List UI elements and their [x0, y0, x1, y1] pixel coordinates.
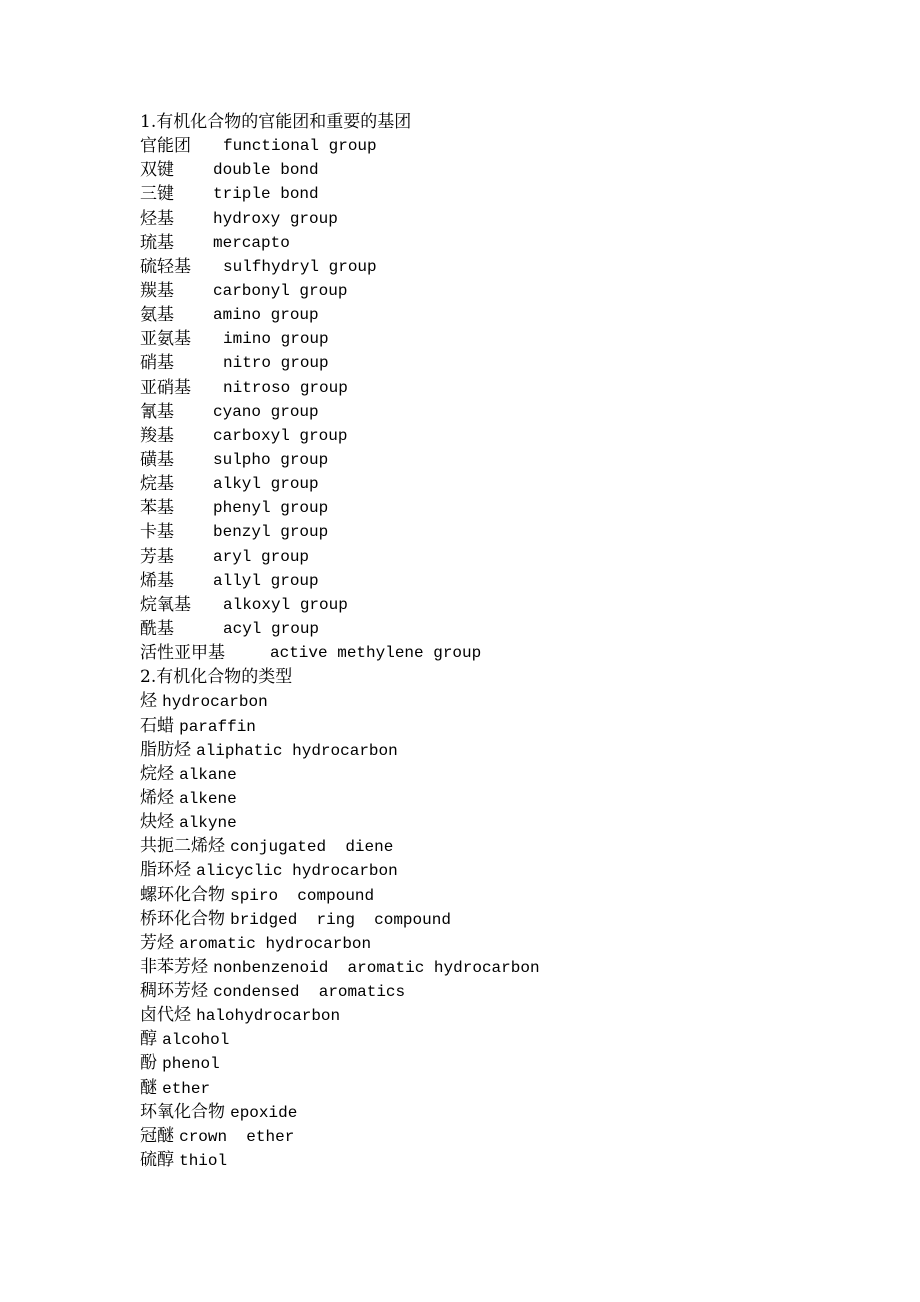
term-english: thiol: [179, 1152, 228, 1171]
term-row: [140, 134, 880, 158]
term-row: [140, 158, 880, 182]
term-english: benzyl group: [213, 523, 329, 542]
term-chinese: 琉基: [140, 232, 174, 253]
term-chinese: 石蜡: [140, 715, 174, 736]
term-row: [140, 979, 880, 1003]
section-1-heading: 1.有机化合物的官能团和重要的基团: [140, 112, 412, 132]
term-chinese: 酚: [140, 1053, 157, 1074]
term-chinese: 羧基: [140, 425, 174, 446]
term-english: sulpho group: [213, 450, 329, 469]
term-row: [140, 279, 880, 303]
term-english: hydrocarbon: [162, 693, 268, 712]
term-row: [140, 738, 880, 762]
term-row: [140, 834, 880, 858]
term-english: crown ether: [179, 1127, 295, 1146]
term-row: [140, 496, 880, 520]
document-body: [140, 110, 880, 1172]
term-english: allyl group: [213, 571, 319, 590]
term-row: [140, 255, 880, 279]
term-row: [140, 883, 880, 907]
term-row: [140, 931, 880, 955]
term-english: phenol: [162, 1055, 220, 1074]
term-english: nonbenzenoid aromatic hydrocarbon: [213, 958, 540, 977]
term-chinese: 共扼二烯烃: [140, 836, 225, 857]
term-english: spiro compound: [230, 886, 375, 905]
term-english: conjugated diene: [230, 838, 394, 857]
term-row: [140, 520, 880, 544]
term-english: aliphatic hydrocarbon: [196, 741, 398, 760]
term-chinese: 芳烃: [140, 932, 174, 953]
term-english: epoxide: [230, 1103, 298, 1122]
term-english: active methylene group: [270, 644, 482, 663]
term-row: [140, 762, 880, 786]
term-english: nitroso group: [223, 378, 348, 397]
term-english: hydroxy group: [213, 209, 338, 228]
term-chinese: 氰基: [140, 401, 174, 422]
term-english: triple bond: [213, 185, 319, 204]
term-chinese: 亚氨基: [140, 329, 191, 350]
term-chinese: 芳基: [140, 546, 174, 567]
term-chinese: 炔烃: [140, 812, 174, 833]
term-chinese: 脂肪烃: [140, 739, 191, 760]
term-english: alkene: [179, 789, 237, 808]
term-chinese: 苯基: [140, 498, 174, 519]
term-row: [140, 207, 880, 231]
term-row: [140, 955, 880, 979]
term-english: alkoxyl group: [223, 595, 348, 614]
term-english: condensed aromatics: [213, 983, 406, 1002]
term-english: sulfhydryl group: [223, 257, 377, 276]
term-chinese: 硫醇: [140, 1150, 174, 1171]
term-english: alcohol: [162, 1031, 230, 1050]
term-english: mercapto: [213, 233, 290, 252]
term-chinese: 活性亚甲基: [140, 643, 225, 664]
term-chinese: 螺环化合物: [140, 884, 225, 905]
term-chinese: 环氧化合物: [140, 1101, 225, 1122]
term-row: [140, 351, 880, 375]
term-row: [140, 786, 880, 810]
functional-group-list: [140, 134, 880, 665]
term-english: alicyclic hydrocarbon: [196, 862, 398, 881]
term-english: imino group: [223, 330, 329, 349]
term-chinese: 醇: [140, 1029, 157, 1050]
term-english: paraffin: [179, 717, 256, 736]
term-chinese: 烷基: [140, 474, 174, 495]
term-row: [140, 1124, 880, 1148]
compound-type-list: [140, 689, 880, 1172]
term-row: [140, 1148, 880, 1172]
term-row: [140, 714, 880, 738]
term-english: carbonyl group: [213, 281, 348, 300]
term-row: [140, 1027, 880, 1051]
term-row: [140, 1003, 880, 1027]
term-row: [140, 689, 880, 713]
term-row: [140, 424, 880, 448]
term-chinese: 桥环化合物: [140, 908, 225, 929]
term-english: ether: [162, 1079, 211, 1098]
term-row: [140, 569, 880, 593]
term-chinese: 羰基: [140, 280, 174, 301]
term-row: [140, 327, 880, 351]
term-chinese: 冠醚: [140, 1125, 174, 1146]
term-chinese: 双键: [140, 160, 174, 181]
term-row: [140, 641, 880, 665]
term-chinese: 烷氧基: [140, 594, 191, 615]
term-english: alkane: [179, 765, 237, 784]
term-english: alkyl group: [213, 475, 319, 494]
term-chinese: 卡基: [140, 522, 174, 543]
term-row: [140, 303, 880, 327]
term-english: carboxyl group: [213, 426, 348, 445]
term-row: [140, 810, 880, 834]
term-english: phenyl group: [213, 499, 329, 518]
term-chinese: 烃: [140, 691, 157, 712]
term-english: cyano group: [213, 402, 319, 421]
term-english: acyl group: [223, 619, 320, 638]
term-row: [140, 231, 880, 255]
term-chinese: 稠环芳烃: [140, 981, 208, 1002]
term-english: amino group: [213, 306, 319, 325]
term-row: [140, 907, 880, 931]
term-chinese: 烯基: [140, 570, 174, 591]
term-row: [140, 858, 880, 882]
term-chinese: 烃基: [140, 208, 174, 229]
term-row: [140, 617, 880, 641]
term-english: aromatic hydrocarbon: [179, 934, 372, 953]
term-english: functional group: [223, 137, 377, 156]
section-2-heading: 2.有机化合物的类型: [140, 667, 293, 688]
term-row: [140, 545, 880, 569]
term-chinese: 官能团: [140, 136, 191, 157]
term-chinese: 硫轻基: [140, 256, 191, 277]
term-chinese: 磺基: [140, 449, 174, 470]
term-english: bridged ring compound: [230, 910, 451, 929]
term-chinese: 硝基: [140, 353, 174, 374]
term-row: [140, 1076, 880, 1100]
term-chinese: 卤代烃: [140, 1005, 191, 1026]
term-row: [140, 400, 880, 424]
term-english: double bond: [213, 161, 319, 180]
term-english: halohydrocarbon: [196, 1007, 341, 1026]
term-chinese: 烷烃: [140, 763, 174, 784]
term-chinese: 三键: [140, 184, 174, 205]
term-row: [140, 448, 880, 472]
term-chinese: 脂环烃: [140, 860, 191, 881]
term-chinese: 酰基: [140, 618, 174, 639]
term-row: [140, 376, 880, 400]
term-chinese: 氨基: [140, 305, 174, 326]
term-chinese: 烯烃: [140, 787, 174, 808]
term-row: [140, 1051, 880, 1075]
term-row: [140, 593, 880, 617]
term-row: [140, 1100, 880, 1124]
term-english: nitro group: [223, 354, 329, 373]
term-english: alkyne: [179, 814, 237, 833]
term-chinese: 醚: [140, 1077, 157, 1098]
term-row: [140, 472, 880, 496]
term-row: [140, 182, 880, 206]
term-chinese: 亚硝基: [140, 377, 191, 398]
term-chinese: 非苯芳烃: [140, 956, 208, 977]
term-english: aryl group: [213, 547, 310, 566]
